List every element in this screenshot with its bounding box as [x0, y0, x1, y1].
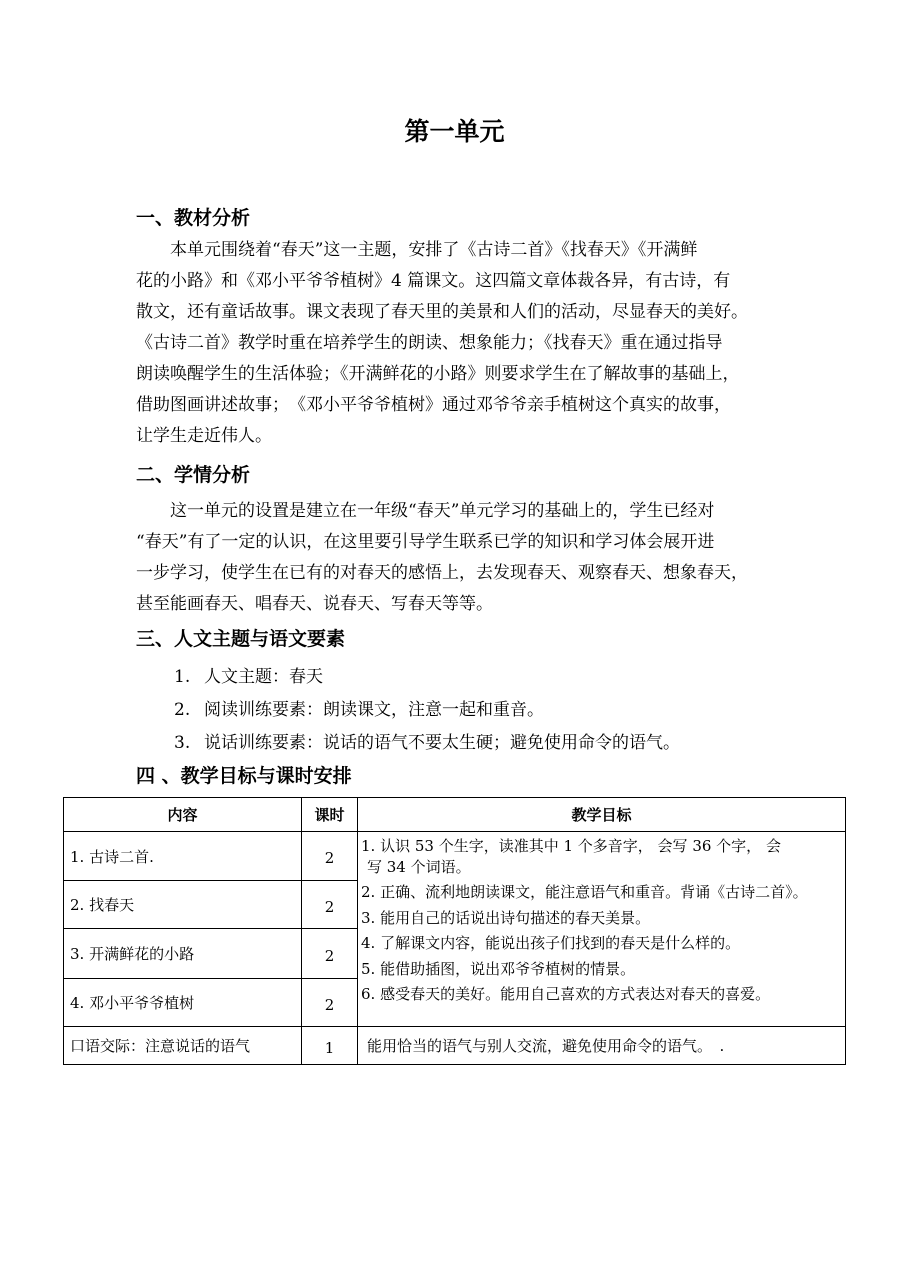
table-cell-hours: 1: [302, 1027, 358, 1065]
list-item-text: 阅读训练要素：朗读课文，注意一起和重音。: [204, 700, 544, 720]
textbook-analysis-paragraph: [136, 235, 776, 452]
goal-line: 3. 能用自己的话说出诗句描述的春天美景。: [361, 908, 651, 927]
goal-line: 2. 正确、流利地朗读课文，能注意语气和重音。背诵《古诗二首》。: [361, 883, 808, 901]
goal-line: 6. 感受春天的美好。能用自己喜欢的方式表达对春天的喜爱。: [361, 985, 771, 1004]
paragraph-line: 朗读唤醒学生的生活体验；《开满鲜花的小路》则要求学生在了解故事的基础上，: [136, 364, 740, 384]
list-item-number: 1.: [174, 667, 191, 687]
goal-line: 5. 能借助插图，说出邓爷爷植树的情景。: [361, 959, 636, 978]
list-item: [174, 728, 680, 753]
table-cell-content: 3. 开满鲜花的小路: [64, 929, 302, 979]
student-analysis-paragraph: [136, 496, 776, 620]
table-row: [64, 832, 846, 881]
section-heading-student-analysis: 二、学情分析: [136, 464, 251, 486]
paragraph-line: 让学生走近伟人。: [136, 426, 272, 446]
paragraph-line: 散文，还有童话故事。课文表现了春天里的美景和人们的活动，尽显春天的美好。: [136, 302, 748, 322]
table-cell-content: 口语交际：注意说话的语气: [64, 1027, 302, 1065]
paragraph-line: 一步学习，使学生在已有的对春天的感悟上，去发现春天、观察春天、想象春天，: [136, 563, 748, 583]
table-header-row: [64, 798, 846, 832]
list-item-text: 说话训练要素：说话的语气不要太生硬；避免使用命令的语气。: [204, 733, 680, 753]
table-cell-content: 2. 找春天: [64, 881, 302, 929]
paragraph-line: “春天”有了一定的认识，在这里要引导学生联系已学的知识和学习体会展开进: [136, 532, 715, 552]
list-item-number: 3.: [174, 733, 191, 753]
column-header-hours: 课时: [302, 798, 358, 832]
table-cell-hours: 2: [302, 979, 358, 1027]
goal-line: 1. 认识 53 个生字，读准其中 1 个多音字， 会写 36 个字， 会: [361, 837, 781, 855]
table-row: [64, 1027, 846, 1065]
paragraph-line: 本单元围绕着“春天”这一主题，安排了《古诗二首》《找春天》《开满鲜: [136, 240, 698, 260]
table-cell-goals: 能用恰当的语气与别人交流，避免使用命令的语气。 .: [358, 1027, 846, 1065]
teaching-plan-table: [63, 797, 846, 1065]
section-heading-themes: 三、人文主题与语文要素: [136, 628, 346, 650]
goal-line: 4. 了解课文内容，能说出孩子们找到的春天是什么样的。: [361, 934, 741, 953]
list-item: [174, 695, 544, 720]
list-item-text: 人文主题：春天: [204, 667, 323, 687]
goal-line: 写 34 个词语。: [367, 858, 471, 876]
list-item: [174, 662, 323, 687]
table-cell-hours: 2: [302, 832, 358, 881]
paragraph-line: 花的小路》和《邓小平爷爷植树》4 篇课文。这四篇文章体裁各异，有古诗，有: [136, 271, 731, 291]
table-cell-hours: 2: [302, 929, 358, 979]
table-cell-goals: [358, 832, 846, 1027]
column-header-goals: 教学目标: [358, 798, 846, 832]
list-item-number: 2.: [174, 700, 191, 720]
section-heading-goals-schedule: 四 、教学目标与课时安排: [136, 765, 352, 787]
section-heading-textbook-analysis: 一、教材分析: [136, 207, 251, 229]
paragraph-line: 这一单元的设置是建立在一年级“春天”单元学习的基础上的，学生已经对: [136, 501, 715, 521]
table-cell-content: 4. 邓小平爷爷植树: [64, 979, 302, 1027]
column-header-content: 内容: [64, 798, 302, 832]
page-title: 第一单元: [404, 117, 505, 146]
paragraph-line: 《古诗二首》教学时重在培养学生的朗读、想象能力；《找春天》重在通过指导: [136, 333, 723, 353]
paragraph-line: 甚至能画春天、唱春天、说春天、写春天等等。: [136, 594, 493, 614]
table-cell-content: 1. 古诗二首.: [64, 832, 302, 881]
paragraph-line: 借助图画讲述故事； 《邓小平爷爷植树》通过邓爷爷亲手植树这个真实的故事，: [136, 395, 731, 415]
table-cell-hours: 2: [302, 881, 358, 929]
